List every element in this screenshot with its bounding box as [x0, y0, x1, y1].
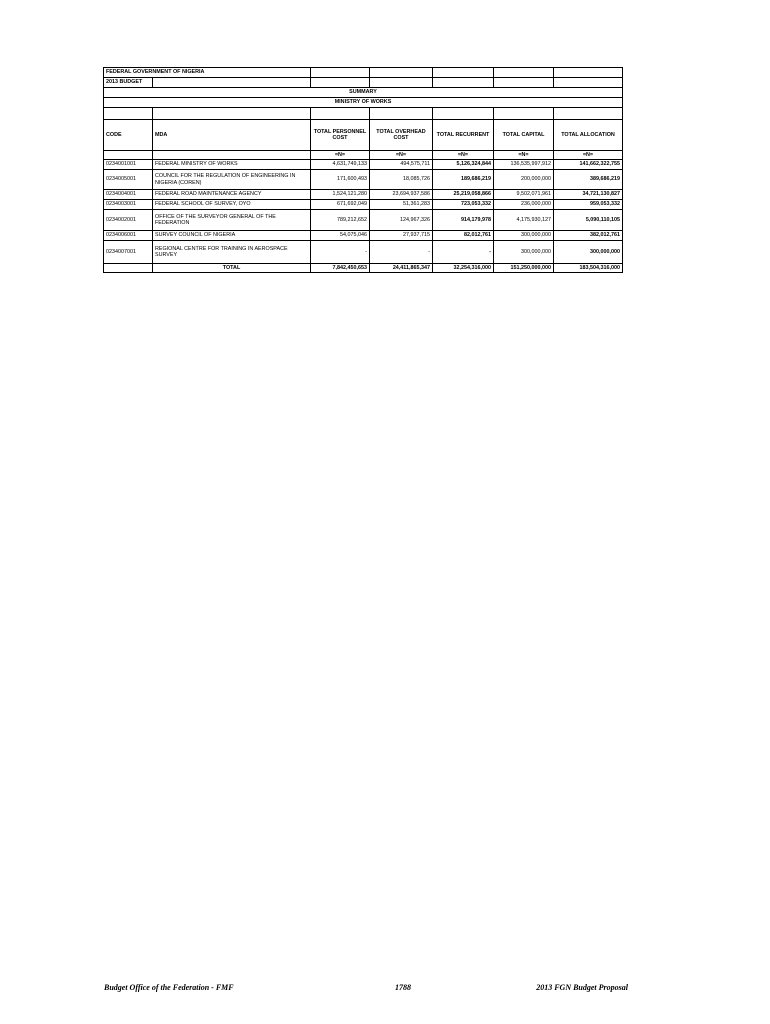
allocation-cell: 141,662,322,755 — [554, 160, 623, 170]
overhead-cell: - — [370, 241, 433, 264]
recurrent-cell: 25,219,058,866 — [433, 190, 494, 200]
budget-summary-table — [103, 67, 623, 273]
capital-cell: 9,502,071,961 — [494, 190, 554, 200]
total-allocation: 183,504,316,000 — [554, 264, 623, 273]
personnel-cell: 171,600,493 — [311, 170, 370, 190]
overhead-cell: 494,575,711 — [370, 160, 433, 170]
ministry-title: MINISTRY OF WORKS — [104, 98, 623, 108]
empty-cell — [494, 108, 554, 120]
unit-label: =N= — [554, 151, 623, 160]
allocation-cell: 300,000,000 — [554, 241, 623, 264]
unit-label: =N= — [494, 151, 554, 160]
allocation-cell: 959,053,332 — [554, 200, 623, 210]
allocation-cell: 5,090,110,105 — [554, 210, 623, 231]
personnel-cell: - — [311, 241, 370, 264]
personnel-cell: 1,524,121,280 — [311, 190, 370, 200]
footer-office: Budget Office of the Federation - FMF — [104, 983, 234, 992]
table-row — [104, 200, 623, 210]
column-header-recurrent: TOTAL RECURRENT — [433, 120, 494, 151]
mda-cell: FEDERAL SCHOOL OF SURVEY, OYO — [153, 200, 311, 210]
overhead-cell: 18,085,726 — [370, 170, 433, 190]
overhead-cell: 51,361,283 — [370, 200, 433, 210]
table-row — [104, 170, 623, 190]
column-header-allocation: TOTAL ALLOCATION — [554, 120, 623, 151]
table-row — [104, 231, 623, 241]
capital-cell: 200,000,000 — [494, 170, 554, 190]
recurrent-cell: 723,053,332 — [433, 200, 494, 210]
personnel-cell: 671,692,049 — [311, 200, 370, 210]
empty-cell — [433, 78, 494, 88]
personnel-cell: 54,075,046 — [311, 231, 370, 241]
total-label: TOTAL — [153, 264, 311, 273]
code-cell: 0234003001 — [104, 200, 153, 210]
capital-cell: 300,000,000 — [494, 231, 554, 241]
footer-proposal: 2013 FGN Budget Proposal — [536, 983, 628, 992]
spacer-row — [104, 108, 623, 120]
empty-cell — [104, 108, 153, 120]
table-row — [104, 190, 623, 200]
code-cell: 0234005001 — [104, 170, 153, 190]
code-cell: 0234002001 — [104, 210, 153, 231]
header-row-government — [104, 68, 623, 78]
column-header-row — [104, 120, 623, 151]
unit-label: =N= — [370, 151, 433, 160]
table-row — [104, 160, 623, 170]
unit-label: =N= — [433, 151, 494, 160]
code-cell: 0234007001 — [104, 241, 153, 264]
recurrent-cell: 189,686,219 — [433, 170, 494, 190]
mda-cell: SURVEY COUNCIL OF NIGERIA — [153, 231, 311, 241]
empty-cell — [433, 68, 494, 78]
code-cell: 0234004001 — [104, 190, 153, 200]
recurrent-cell: - — [433, 241, 494, 264]
empty-cell — [153, 108, 311, 120]
empty-cell — [311, 78, 370, 88]
capital-cell: 236,000,000 — [494, 200, 554, 210]
recurrent-cell: 82,012,761 — [433, 231, 494, 241]
mda-cell: FEDERAL MINISTRY OF WORKS — [153, 160, 311, 170]
unit-row — [104, 151, 623, 160]
empty-cell — [554, 68, 623, 78]
overhead-cell: 124,967,326 — [370, 210, 433, 231]
overhead-cell: 23,694,937,586 — [370, 190, 433, 200]
summary-title: SUMMARY — [104, 88, 623, 98]
column-header-code: CODE — [104, 120, 153, 151]
budget-year: 2013 BUDGET — [104, 78, 153, 88]
personnel-cell: 789,212,652 — [311, 210, 370, 231]
personnel-cell: 4,631,749,133 — [311, 160, 370, 170]
mda-cell: REGIONAL CENTRE FOR TRAINING IN AEROSPACE SURVEY — [153, 241, 311, 264]
empty-cell — [104, 264, 153, 273]
capital-cell: 136,535,997,912 — [494, 160, 554, 170]
total-row — [104, 264, 623, 273]
empty-cell — [311, 108, 370, 120]
empty-cell — [433, 108, 494, 120]
footer-page-number: 1788 — [395, 983, 411, 992]
total-overhead: 24,411,865,347 — [370, 264, 433, 273]
column-header-mda: MDA — [153, 120, 311, 151]
table-row — [104, 210, 623, 231]
empty-cell — [554, 78, 623, 88]
empty-cell — [311, 68, 370, 78]
unit-label: =N= — [311, 151, 370, 160]
code-cell: 0234006001 — [104, 231, 153, 241]
total-personnel: 7,842,450,653 — [311, 264, 370, 273]
total-capital: 151,250,000,000 — [494, 264, 554, 273]
empty-cell — [370, 68, 433, 78]
empty-cell — [370, 108, 433, 120]
header-row-ministry — [104, 98, 623, 108]
capital-cell: 4,175,930,127 — [494, 210, 554, 231]
column-header-personnel: TOTAL PERSONNEL COST — [311, 120, 370, 151]
recurrent-cell: 914,179,978 — [433, 210, 494, 231]
column-header-capital: TOTAL CAPITAL — [494, 120, 554, 151]
allocation-cell: 389,686,219 — [554, 170, 623, 190]
empty-cell — [494, 78, 554, 88]
column-header-overhead: TOTAL OVERHEAD COST — [370, 120, 433, 151]
allocation-cell: 34,721,130,827 — [554, 190, 623, 200]
empty-cell — [153, 151, 311, 160]
mda-cell: COUNCIL FOR THE REGULATION OF ENGINEERING IN NIGERIA (COREN) — [153, 170, 311, 190]
table-row — [104, 241, 623, 264]
empty-cell — [370, 78, 433, 88]
empty-cell — [153, 78, 311, 88]
empty-cell — [554, 108, 623, 120]
header-row-budget-year — [104, 78, 623, 88]
overhead-cell: 27,937,715 — [370, 231, 433, 241]
mda-cell: FEDERAL ROAD MAINTENANCE AGENCY — [153, 190, 311, 200]
empty-cell — [494, 68, 554, 78]
header-row-summary — [104, 88, 623, 98]
allocation-cell: 382,012,761 — [554, 231, 623, 241]
government-title: FEDERAL GOVERNMENT OF NIGERIA — [104, 68, 311, 78]
total-recurrent: 32,254,316,000 — [433, 264, 494, 273]
capital-cell: 300,000,000 — [494, 241, 554, 264]
empty-cell — [104, 151, 153, 160]
recurrent-cell: 5,126,324,844 — [433, 160, 494, 170]
mda-cell: OFFICE OF THE SURVEYOR GENERAL OF THE FEDERATION — [153, 210, 311, 231]
code-cell: 0234001001 — [104, 160, 153, 170]
